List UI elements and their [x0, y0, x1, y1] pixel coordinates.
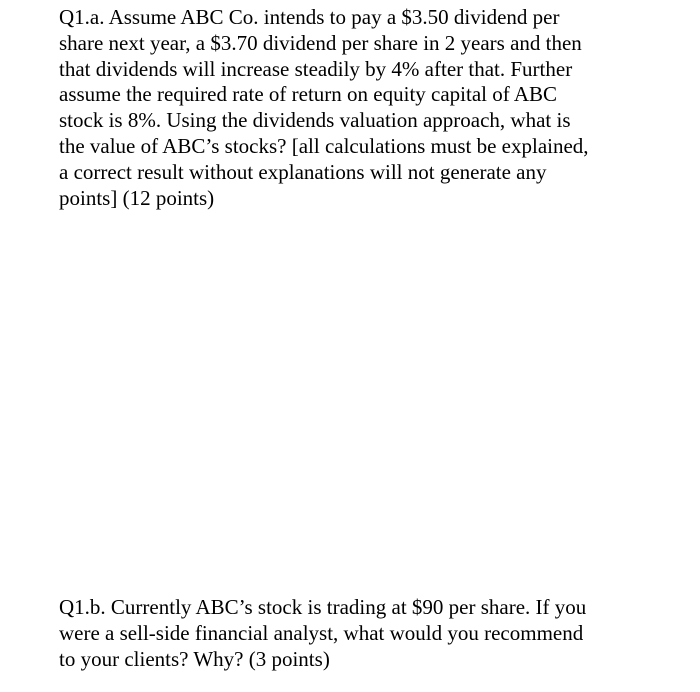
question-1b	[59, 595, 586, 672]
question-1b-line: were a sell-side financial analyst, what would you recommend	[59, 620, 584, 645]
question-1a-line: assume the required rate of return on equity capital of ABC	[59, 82, 558, 107]
question-1b-line: to your clients? Why? (3 points)	[59, 646, 330, 671]
question-1a-line: share next year, a $3.70 dividend per share in 2 years and then	[59, 30, 582, 55]
question-1b-line: Q1.b. Currently ABC’s stock is trading at $90 per share. If you	[59, 595, 587, 619]
question-1a-line: the value of ABC’s stocks? [all calculations must be explained,	[59, 133, 589, 158]
question-1a-line: points] (12 points)	[59, 185, 215, 210]
question-1a-line: a correct result without explanations will not generate any	[59, 159, 547, 184]
question-1a	[59, 5, 589, 211]
question-1a-line: that dividends will increase steadily by 4% after that. Further	[59, 56, 573, 81]
question-1a-line: Q1.a. Assume ABC Co. intends to pay a $3.50 dividend per	[59, 5, 560, 29]
question-1a-line: stock is 8%. Using the dividends valuation approach, what is	[59, 108, 571, 133]
